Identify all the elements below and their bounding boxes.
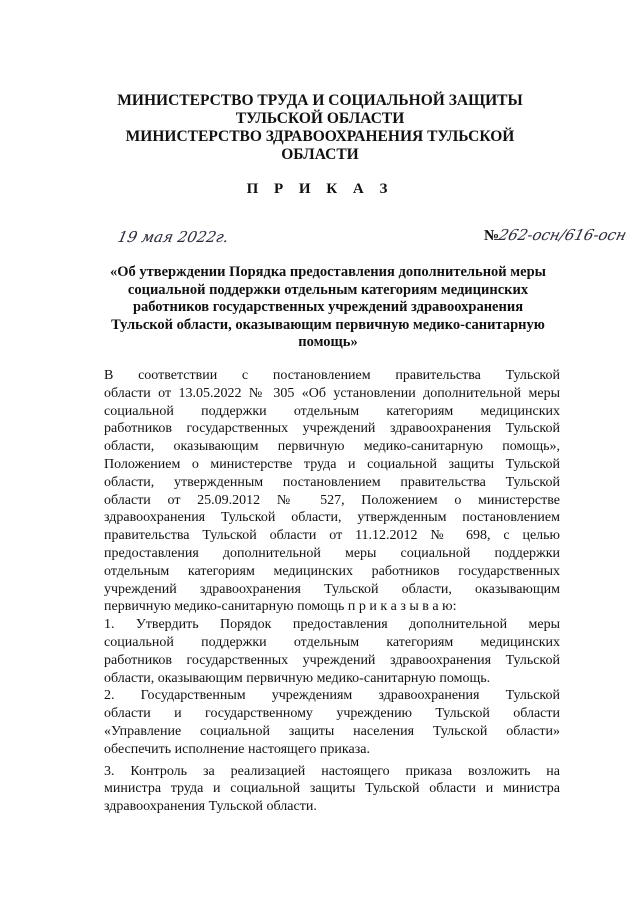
body-line: 2. Государственным учреждениям здравоохранения Тульской — [104, 688, 560, 704]
body-line: первичную медико-санитарную помощь п р и к а з ы в а ю: — [104, 599, 457, 615]
header-line: МИНИСТЕРСТВО ЗДРАВООХРАНЕНИЯ ТУЛЬСКОЙ — [125, 128, 515, 145]
title-line: социальной поддержки отдельным категориям медицинских — [127, 281, 529, 298]
body-line: 3. Контроль за реализацией настоящего приказа возложить на — [104, 763, 560, 779]
header-line: ОБЛАСТИ — [281, 146, 359, 163]
body-line: министра труда и социальной защиты Тульской области и министра — [104, 781, 560, 797]
body-line: предоставления дополнительной меры социальной поддержки — [104, 545, 560, 561]
title-line: «Об утверждении Порядка предоставления дополнительной меры — [110, 264, 546, 280]
body-line: работников государственных учреждений здравоохранения Тульской — [104, 652, 560, 668]
handwritten-number: 262-осн/616-осн — [496, 226, 629, 244]
body-line: В соответствии с постановлением правительства Тульской — [104, 368, 560, 383]
body-line: работников государственных учреждений здравоохранения Тульской — [104, 421, 560, 437]
handwritten-date: 19 мая 2022г. — [116, 228, 231, 246]
header-line: МИНИСТЕРСТВО ТРУДА И СОЦИАЛЬНОЙ ЗАЩИТЫ — [117, 92, 523, 109]
body-line: Положением о министерстве труда и социальной защиты Тульской — [104, 456, 560, 472]
document-number — [484, 226, 629, 245]
body-line: здравоохранения Тульской области, утвержденным постановлением — [104, 510, 560, 526]
title-line: Тульской области, оказывающим первичную медико-санитарную — [111, 316, 545, 333]
header-line: ТУЛЬСКОЙ ОБЛАСТИ — [235, 110, 405, 127]
body-line: области и государственному учреждению Тульской области — [104, 706, 560, 722]
body-line: обеспечить исполнение настоящего приказа. — [104, 741, 370, 757]
document-title — [98, 264, 558, 352]
body-line: области, оказывающим первичную медико-санитарную помощь», — [104, 439, 560, 455]
title-line: помощь» — [298, 334, 358, 350]
number-sign: № — [484, 228, 500, 244]
title-line: работников государственных учреждений здравоохранения — [132, 299, 524, 315]
ministry-header — [70, 92, 570, 164]
body-line: 1. Утвердить Порядок предоставления дополнительной меры — [104, 617, 560, 633]
body-line: отдельным категориям медицинских работников государственных — [104, 563, 560, 579]
body-line: здравоохранения Тульской области. — [104, 799, 317, 815]
body-line: правительства Тульской области от 11.12.2012 № 698, с целью — [104, 528, 560, 544]
body-line: «Управление социальной защиты населения Тульской области» — [104, 723, 560, 739]
document-body — [104, 367, 560, 816]
body-line: области от 13.05.2022 № 305 «Об установлении дополнительной меры — [104, 385, 560, 401]
body-line: социальной поддержки отдельным категориям медицинских — [104, 634, 560, 650]
body-line: области от 25.09.2012 № 527, Положением о министерстве — [104, 492, 560, 508]
document-type: П Р И К А З — [246, 181, 394, 197]
body-line: учреждений здравоохранения Тульской области, оказывающим — [104, 581, 560, 597]
body-line: области, оказывающим первичную медико-санитарную помощь. — [104, 670, 491, 686]
body-line: социальной поддержки отдельным категориям медицинских — [104, 403, 560, 419]
body-line: области, утвержденным постановлением правительства Тульской — [104, 474, 560, 490]
